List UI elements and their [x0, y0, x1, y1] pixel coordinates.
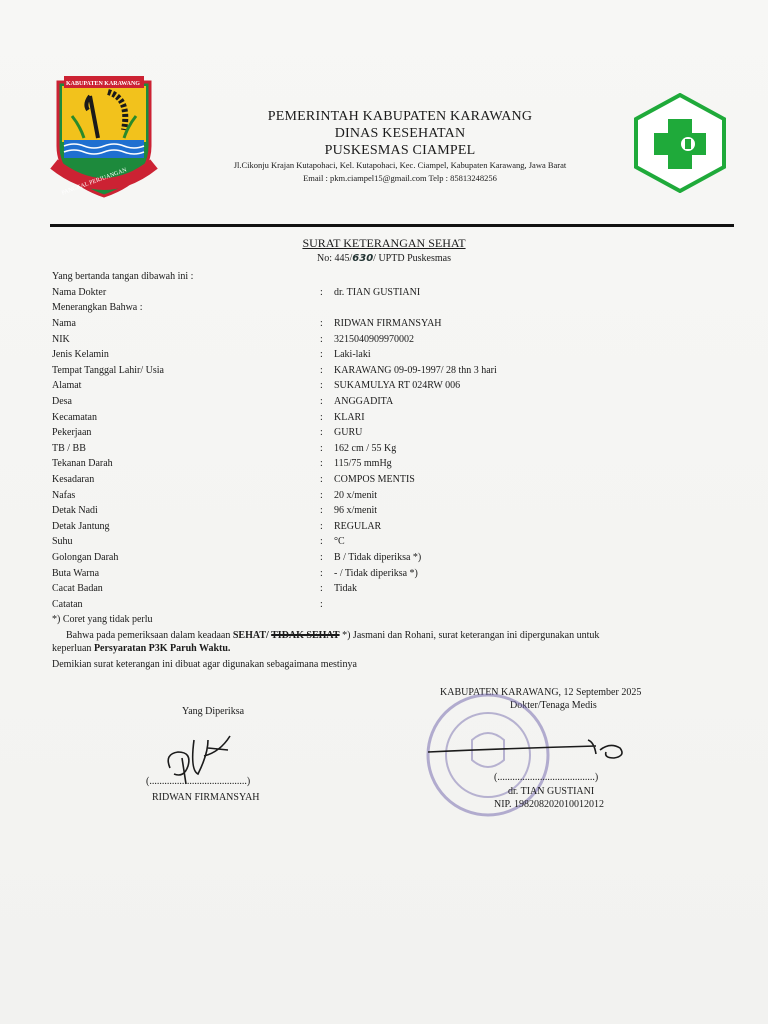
field-label: Detak Nadi — [52, 505, 98, 517]
right-signer-nip: NIP. 198208202010012012 — [494, 799, 605, 810]
header-line-1: PEMERINTAH KABUPATEN KARAWANG — [267, 109, 533, 124]
field-colon: : — [320, 318, 323, 329]
field-value: B / Tidak diperiksa *) — [334, 552, 422, 563]
field-label: Cacat Badan — [52, 583, 103, 595]
field-colon: : — [320, 427, 323, 439]
field-colon: : — [320, 458, 323, 470]
field-value: GURU — [334, 427, 363, 439]
field-colon: : — [320, 333, 323, 345]
field-value: RIDWAN FIRMANSYAH — [334, 318, 442, 329]
letterhead — [180, 108, 620, 185]
field-label: Nama — [52, 318, 76, 329]
statement-line-1 — [66, 630, 599, 642]
header-line-3: PUSKESMAS CIAMPEL — [324, 143, 476, 158]
field-value: KLARI — [334, 411, 365, 423]
number-handwritten: 630 — [352, 253, 374, 264]
intro-declare: Menerangkan Bahwa : — [52, 302, 143, 313]
puskesmas-logo — [632, 93, 728, 193]
number-prefix: No: 445/ — [317, 253, 353, 264]
doctor-signature — [428, 730, 638, 770]
field-colon: : — [320, 411, 323, 423]
statement-line-2 — [52, 643, 230, 655]
field-colon: : — [320, 396, 323, 407]
statement-tidak-sehat: TIDAK SEHAT — [271, 630, 340, 641]
field-value: Tidak — [334, 583, 357, 595]
closing-statement: Demikian surat keterangan ini dibuat agar digunakan sebagaimana mestinya — [52, 659, 357, 670]
field-value: - / Tidak diperiksa *) — [334, 567, 418, 579]
field-label: Golongan Darah — [52, 552, 119, 563]
logo-bottom-text: PANGKAL PERJUANGAN — [61, 167, 128, 197]
right-signature-dots: (.......................................) — [494, 772, 599, 783]
field-colon: : — [320, 567, 323, 579]
footnote: *) Coret yang tidak perlu — [52, 614, 153, 625]
field-label: TB / BB — [52, 442, 86, 454]
field-colon: : — [320, 380, 323, 392]
field-colon: : — [320, 552, 323, 563]
field-colon: : — [320, 583, 323, 595]
field-value: 3215040909970002 — [334, 333, 414, 345]
field-colon: : — [320, 474, 323, 485]
field-value: REGULAR — [334, 520, 382, 532]
doctor-colon: : — [320, 287, 323, 298]
place-date: KABUPATEN KARAWANG, 12 September 2025 — [440, 687, 642, 698]
statement-sehat: SEHAT/ — [232, 630, 272, 641]
statement-purpose-label: keperluan — [52, 643, 94, 654]
field-value: 20 x/menit — [334, 489, 378, 501]
right-signer-title: Dokter/Tenaga Medis — [510, 700, 597, 711]
field-colon: : — [320, 349, 323, 361]
field-label: Buta Warna — [52, 567, 100, 579]
statement-text-2: *) Jasmani dan Rohani, surat keterangan ini dipergunakan untuk — [339, 630, 600, 641]
field-value: 115/75 mmHg — [334, 458, 392, 470]
field-label: Desa — [52, 396, 72, 407]
number-suffix: UPTD Puskesmas — [378, 253, 451, 264]
right-signer-name: dr. TIAN GUSTIANI — [508, 786, 595, 797]
field-label: Pekerjaan — [52, 427, 92, 439]
field-label: Detak Jantung — [52, 520, 110, 532]
field-label: Kesadaran — [52, 474, 95, 485]
field-label: NIK — [52, 333, 70, 345]
intro-line: Yang bertanda tangan dibawah ini : — [52, 271, 194, 282]
field-colon: : — [320, 536, 323, 548]
field-label: Catatan — [52, 598, 83, 610]
field-value: 96 x/menit — [334, 505, 378, 517]
left-signer-title: Yang Diperiksa — [182, 706, 245, 717]
header-line-2: DINAS KESEHATAN — [334, 126, 466, 141]
field-value: KARAWANG 09-09-1997/ 28 thn 3 hari — [334, 364, 497, 376]
field-label: Alamat — [52, 380, 82, 392]
logo-top-text: KABUPATEN KARAWANG — [66, 81, 140, 87]
statement-text: Bahwa pada pemeriksaan dalam keadaan — [66, 630, 233, 641]
field-colon: : — [320, 505, 323, 517]
field-colon: : — [320, 598, 323, 610]
field-colon: : — [320, 364, 323, 376]
field-value: ANGGADITA — [334, 396, 394, 407]
left-signer-name: RIDWAN FIRMANSYAH — [152, 792, 260, 803]
field-label: Kecamatan — [52, 411, 97, 423]
left-signature-dots: (.......................................) — [146, 776, 251, 787]
document-title: SURAT KETERANGAN SEHAT — [302, 236, 466, 250]
header-contact: Email : pkm.ciampel15@gmail.com Telp : 85813248256 — [303, 173, 497, 183]
header-rule — [50, 224, 734, 227]
field-label: Jenis Kelamin — [52, 349, 109, 361]
doctor-label: Nama Dokter — [52, 287, 107, 298]
statement-purpose: Persyaratan P3K Paruh Waktu. — [93, 643, 231, 654]
field-value: COMPOS MENTIS — [334, 474, 415, 485]
field-value: °C — [334, 536, 345, 548]
field-label: Nafas — [52, 489, 76, 501]
document-number: No: 445/630/ UPTD Puskesmas — [317, 253, 451, 264]
field-colon: : — [320, 520, 323, 532]
doctor-value: dr. TIAN GUSTIANI — [334, 287, 421, 298]
field-value: SUKAMULYA RT 024RW 006 — [334, 380, 461, 392]
field-colon: : — [320, 489, 323, 501]
field-value: Laki-laki — [334, 349, 371, 361]
header-address: Jl.Cikonju Krajan Kutapohaci, Kel. Kutapohaci, Kec. Ciampel, Kabupaten Karawang, Jawa Barat — [233, 160, 567, 170]
field-colon: : — [320, 442, 323, 454]
field-label: Tempat Tanggal Lahir/ Usia — [52, 364, 164, 376]
field-label: Suhu — [52, 536, 73, 548]
field-label: Tekanan Darah — [52, 458, 113, 470]
field-value: 162 cm / 55 Kg — [334, 442, 397, 454]
